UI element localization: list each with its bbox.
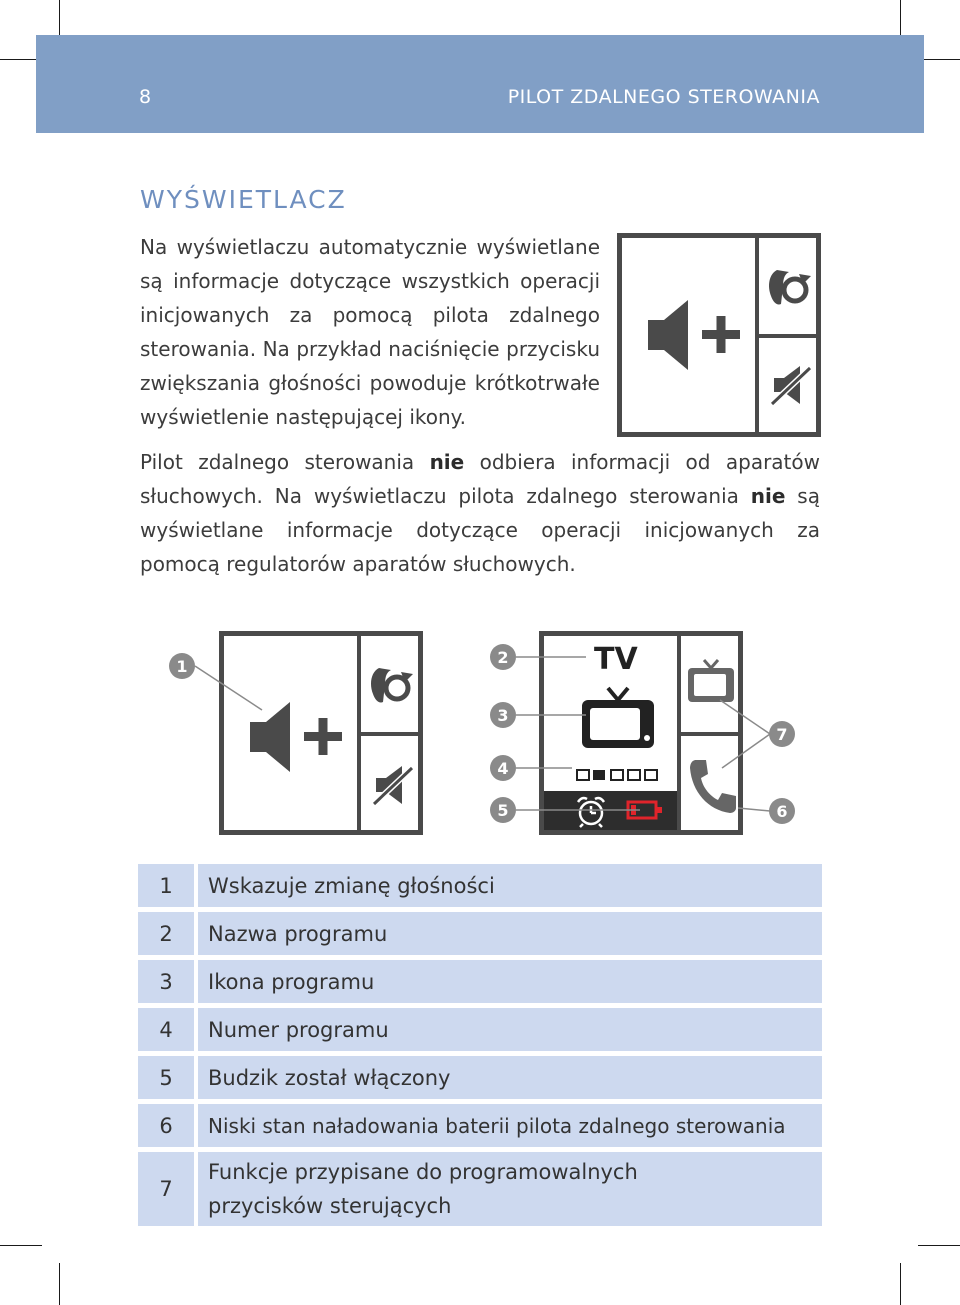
callout-1-label: 1	[176, 657, 188, 676]
legend-row: 7 Funkcje przypisane do programowalnych przycisków sterujących	[138, 1152, 822, 1226]
legend-table	[138, 864, 822, 1231]
callout-7-label: 7	[776, 725, 788, 744]
legend-row: 1 Wskazuje zmianę głośności	[138, 864, 822, 907]
running-title: PILOT ZDALNEGO STEROWANIA	[507, 86, 820, 108]
callout-2-label: 2	[497, 648, 509, 667]
legend-row: 3 Ikona programu	[138, 960, 822, 1003]
legend-row: 4 Numer programu	[138, 1008, 822, 1051]
page-number: 8	[139, 86, 152, 108]
callout-6-label: 6	[776, 802, 788, 821]
program-name: TV	[594, 642, 638, 677]
legend-row: 6 Niski stan naładowania baterii pilota zdalnego sterowania	[138, 1104, 822, 1147]
intro-paragraph: Na wyświetlaczu automatycznie wyświetlane są informacje dotyczące wszystkich operacji inicjowanych za pomocą pilota zdalnego sterowania. Na przykład naciśnięcie przycisku zwiększania głośności powoduje krótkotrwałe wyświetlenie następującej ikony.	[140, 235, 600, 429]
info-paragraph: Pilot zdalnego sterowania nie odbiera informacji od aparatów słuchowych. Na wyświetlaczu pilota zdalnego sterowania nie są wyświetlane informacje dotyczące operacji inicjowanych za pomocą regulatorów aparatów słuchowych.	[140, 450, 820, 576]
callout-3-label: 3	[497, 706, 509, 725]
legend-row: 2 Nazwa programu	[138, 912, 822, 955]
legend-row: 5 Budzik został włączony	[138, 1056, 822, 1099]
section-title: WYŚWIETLACZ	[140, 185, 347, 214]
callout-4-label: 4	[497, 759, 509, 778]
callout-5-label: 5	[497, 801, 509, 820]
